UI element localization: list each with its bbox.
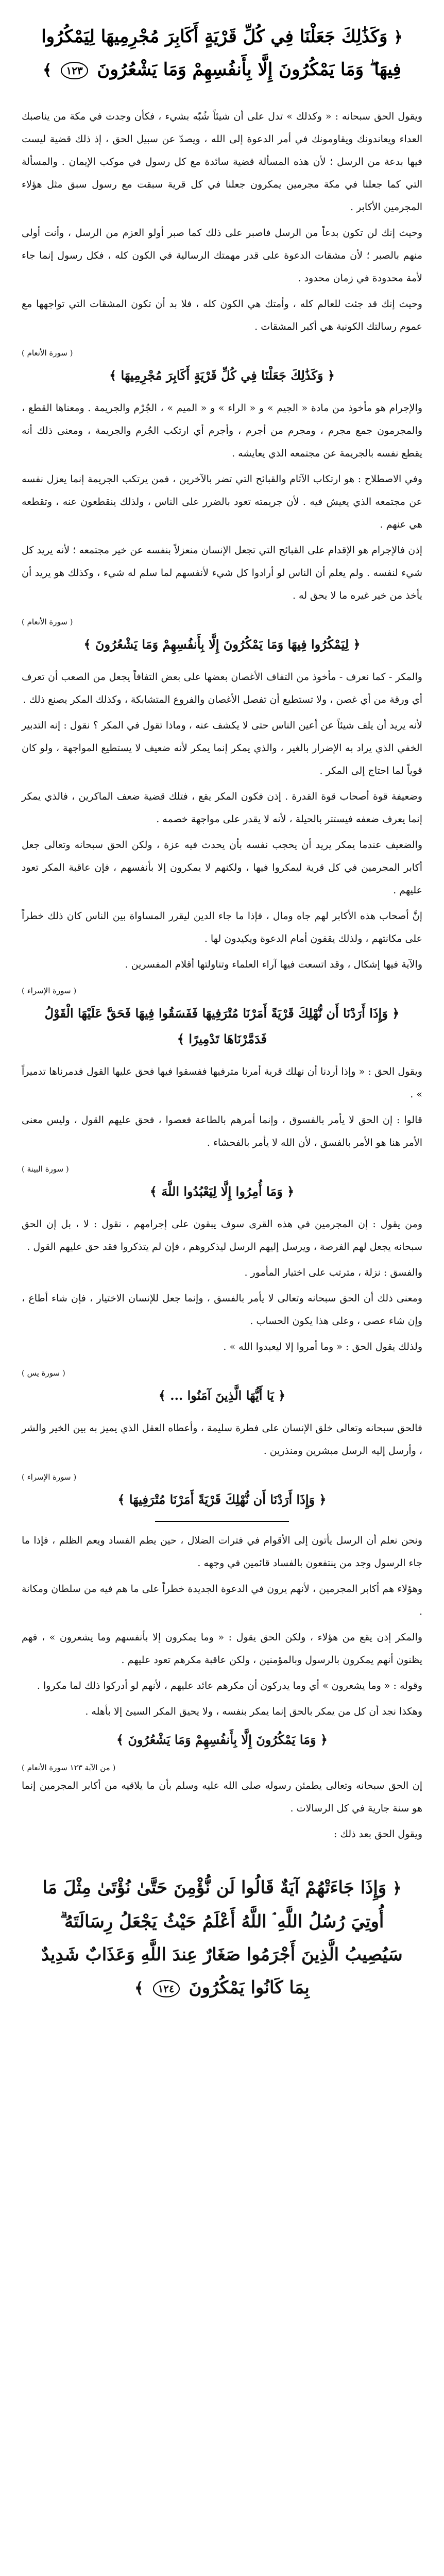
- quote-reference: ( سورة يس ): [22, 1368, 65, 1378]
- paragraph: إن الحق سبحانه وتعالى يطمئن رسوله صلى الله عليه وسلم بأن ما يلاقيه من أكابر المجرمين إنما هو سنة جارية في كل الرسالات .: [22, 1780, 422, 1814]
- quoted-verse: ﴿ وَإِذَا أَرَدْنَا أَن نُّهْلِكَ قَرْيَةً أَمَرْنَا مُتْرَفِيهَا فَفَسَقُوا فِيهَا فَحَقَّ عَلَيْهَا الْقَوْلُ فَدَمَّرْنَاهَا تَدْمِيرًا ﴾: [44, 1006, 400, 1046]
- header-verse-number: ١٢٣: [61, 62, 88, 79]
- divider-line: [155, 1521, 289, 1522]
- quoted-verse: ﴿ وَمَا يَمْكُرُونَ إِلَّا بِأَنفُسِهِمْ وَمَا يَشْعُرُونَ ﴾: [116, 1732, 328, 1747]
- paragraph: وفي الاصطلاح : هو ارتكاب الآثام والقبائح التي تضر بالآخرين ، فمن يرتكب الجريمة إنما يعزل نفسه عن مجتمعه الذي يعيش فيه . لأن جريمته تعود بالضرر على الناس ، ولذلك ينقطعون عنه ، وتقطعه هي عنهم .: [22, 473, 422, 530]
- paragraph: قالوا : إن الحق لا يأمر بالفسوق ، وإنما أمرهم بالطاعة فعصوا ، فحق عليهم القول ، وليس معنى الأمر هنا هو الأمر بالفسق ، لأن الله لا يأمر بالفحشاء .: [22, 1114, 422, 1148]
- paragraph: ونحن نعلم أن الرسل يأتون إلى الأقوام في فترات الضلال ، حين يطم الفساد ويعم الظلم ، فإذا ما جاء الرسول وجد من ينتفعون بالفساد قائمين في وجهه .: [22, 1535, 422, 1569]
- paragraph: إنَّ أصحاب هذه الأكابر لهم جاه ومال ، فإذا ما جاء الدين ليقرر المساواة بين الناس كان ذلك خطراً على مكانتهم ، ولذلك يقفون أمام الدعوة ويكيدون لها .: [22, 910, 422, 944]
- quote-reference: ( سورة الإسراء ): [22, 1472, 77, 1482]
- paragraph: وقوله : « وما يشعرون » أي وما يدركون أن مكرهم عائد عليهم ، لأنهم لو أدركوا ذلك لما مكروا .: [37, 1680, 422, 1691]
- quoted-verse: ﴿ وَإِذَا أَرَدْنَا أَن نُّهْلِكَ قَرْيَةً أَمَرْنَا مُتْرَفِيهَا ﴾: [117, 1492, 327, 1507]
- paragraph: ويقول الحق : « وإذا أردنا أن نهلك قرية أمرنا مترفيها ففسقوا فيها فحق عليها القول فدمرناها تدميراً » .: [22, 1066, 422, 1100]
- footer-verse: [32, 1871, 412, 2005]
- paragraph: وهؤلاء هم أكابر المجرمين ، لأنهم يرون في الدعوة الجديدة خطراً على ما هم فيه من سلطان ومكانة .: [22, 1583, 422, 1617]
- quote-reference: ( من الآية ١٢٣ سورة الأنعام ): [22, 1763, 116, 1772]
- paragraph: والمكر - كما نعرف - مأخوذ من التفاف الأغصان بعضها على بعض التفافاً يجعل من الصعب أن تعرف أي ورقة من أي غصن ، ولا تستطيع أن تفصل الأغصان والفروع المتشابكة ، وكذلك المكر يصنع ذلك .: [22, 671, 422, 705]
- quoted-verse: ﴿ يَا أَيُّهَا الَّذِينَ آمَنُوا ... ﴾: [158, 1388, 286, 1403]
- paragraph: فالحق سبحانه وتعالى خلق الإنسان على فطرة سليمة ، وأعطاه العقل الذي يميز به بين الخير والشر ، وأرسل إليه الرسل مبشرين ومنذرين .: [22, 1422, 422, 1456]
- quoted-verse: ﴿ وَمَا أُمِرُوا إِلَّا لِيَعْبُدُوا اللَّهَ ﴾: [149, 1184, 295, 1199]
- paragraph: ويقول الحق بعد ذلك :: [333, 1828, 422, 1840]
- footer-verse-number: ١٢٤: [153, 1980, 180, 1997]
- header-verse-text: وَكَذَٰلِكَ جَعَلْنَا فِي كُلِّ قَرْيَةٍ أَكَابِرَ مُجْرِمِيهَا لِيَمْكُرُوا فِيهَا ۖ وَمَا يَمْكُرُونَ إِلَّا بِأَنفُسِهِمْ وَمَا يَشْعُرُونَ: [41, 26, 401, 80]
- paragraph: لأنه يريد أن يلف شيئاً عن أعين الناس حتى لا يكشف عنه ، وماذا تقول في المكر ؟ نقول : إنه التدبير الخفي الذي يراد به الإضرار بالغير ، والذي يمكر إنما يمكر لأنه ضعيف لا يستطيع المواجهة ، ولو كان قوياً لما احتاج إلى المكر .: [22, 720, 422, 776]
- quote-reference: ( سورة الأنعام ): [22, 348, 73, 358]
- paragraph: والضعيف عندما يمكر يريد أن يحجب نفسه بأن يحدث فيه عزة ، ولكن الحق سبحانه وتعالى جعل أكابر المجرمين في كل قرية ليمكروا فيها ، ولكنهم لا يمكرون إلا بأنفسهم ، فإن عاقبة المكر تعود عليهم .: [22, 839, 422, 896]
- paragraph: والآية فيها إشكال ، وقد اتسعت فيها آراء العلماء وتناولتها أقلام المفسرين .: [125, 959, 422, 970]
- paragraph: ومعنى ذلك أن الحق سبحانه وتعالى لا يأمر بالفسق ، وإنما جعل للإنسان الاختيار ، فإن شاء أطاع ، وإن شاء عصى ، وعلى هذا يكون الحساب .: [22, 1293, 422, 1327]
- paragraph: والمكر إذن يقع من هؤلاء ، ولكن الحق يقول : « وما يمكرون إلا بأنفسهم وما يشعرون » ، فهم يظنون أنهم يمكرون بالرسول وبالمؤمنين ، ولكن عاقبة مكرهم تعود عليهم .: [22, 1632, 422, 1666]
- header-verse: [32, 21, 412, 87]
- paragraph: والإجرام هو مأخوذ من مادة « الجيم » و « الراء » و « الميم » ، الجُرْم والجريمة . ومعناها القطع ، والمجرمون جمع مجرم ، ومجرم من أجرم ، وأجرم أي ارتكب الجُرم والجريمة ، ومعنى ذلك أنه يقطع نفسه بالجريمة عن مجتمعه الذي يعايشه .: [22, 402, 422, 459]
- paragraph: إذن فالإجرام هو الإقدام على القبائح التي تجعل الإنسان منعزلاً بنفسه عن خير مجتمعه ؛ لأنه يريد كل شيء لنفسه . ولم يعلم أن الناس لو أرادوا كل شيء لأنفسهم لما سلم له شيء ، وكذلك هو يريد أن يأخذ من خير غيره ما لا يحق له .: [22, 545, 422, 601]
- paragraph: والفسق : نزلة ، مترتب على اختيار المأمور .: [244, 1267, 422, 1278]
- close-brace: ﴾: [43, 61, 52, 79]
- open-brace: ﴿: [394, 28, 403, 46]
- quoted-verse: ﴿ لِيَمْكُرُوا فِيهَا وَمَا يَمْكُرُونَ إِلَّا بِأَنفُسِهِمْ وَمَا يَشْعُرُونَ ﴾: [83, 637, 361, 652]
- footer-verse-text: وَإِذَا جَاءَتْهُمْ آيَةٌ قَالُوا لَن نُّؤْمِنَ حَتَّىٰ نُؤْتَىٰ مِثْلَ مَا أُوتِيَ رُسُلُ اللَّهِ ۘ اللَّهُ أَعْلَمُ حَيْثُ يَجْعَلُ رِسَالَتَهُ ۗ سَيُصِيبُ الَّذِينَ أَجْرَمُوا صَغَارٌ عِندَ اللَّهِ وَعَذَابٌ شَدِيدٌ بِمَا كَانُوا يَمْكُرُونَ: [41, 1877, 403, 1998]
- quote-reference: ( سورة الأنعام ): [22, 617, 73, 626]
- paragraph: ولذلك يقول الحق : « وما أمروا إلا ليعبدوا الله » .: [223, 1341, 422, 1352]
- paragraph: ومن يقول : إن المجرمين في هذه القرى سوف يبقون على إجرامهم ، نقول : لا ، بل إن الحق سبحانه يجعل لهم الفرصة ، ويرسل إليهم الرسل ليذكروهم ، فإن لم يتذكروا فقد حق عليهم القول .: [22, 1218, 422, 1252]
- paragraph: ويقول الحق سبحانه : « وكذلك » تدل على أن شيئاً شُبّه بشيء ، فكأن وجدت في مكة من يناصبك العداء ويعاندونك ويقاومونك في أمر الدعوة إلى الله ، ويصدّ عن سبيل الحق ، إذ ذلك قضية ليست فيها بدعة من الرسل ؛ لأن هذه المسألة قضية سائدة مع كل رسول في موكب الإيمان . والمسألة التي كما جعلنا في مكة مجرمين يمكرون جعلنا في كل قرية سبقت مع رسول سبق مثل هؤلاء المجرمين الأكابر .: [22, 111, 422, 213]
- close-brace: ﴾: [134, 1979, 144, 1997]
- quote-reference: ( سورة البينة ): [22, 1164, 69, 1174]
- paragraph: وحيث إنك لن تكون بدعاً من الرسل فاصبر على ذلك كما صبر أولو العزم من الرسل ، وأنت أولى منهم بالصبر ؛ لأن مشقات الدعوة على قدر مهمتك الرسالية في الكون كله ، فكل رسول إنما جاء لأمة محدودة في زمان محدود .: [22, 227, 422, 284]
- paragraph: وحيث إنك قد جئت للعالم كله ، وأمتك هي الكون كله ، فلا بد أن تكون المشقات التي تواجهها مع عموم رسالتك الكونية هي أكبر المشقات .: [22, 298, 422, 332]
- paragraph: وهكذا نجد أن كل من يمكر بالحق إنما يمكر بنفسه ، ولا يحيق المكر السيئ إلا بأهله .: [85, 1706, 422, 1717]
- paragraph: وضعيفة قوة أصحاب قوة القدرة . إذن فكون المكر يقع ، فتلك قضية ضعف الماكرين ، فالذي يمكر إنما يعرف ضعفه فيستتر بالحيلة ، لأنه لا يقدر على مواجهة خصمه .: [22, 791, 422, 825]
- quote-reference: ( سورة الإسراء ): [22, 986, 77, 995]
- quoted-verse: ﴿ وَكَذَٰلِكَ جَعَلْنَا فِي كُلِّ قَرْيَةٍ أَكَابِرَ مُجْرِمِيهَا ﴾: [109, 368, 335, 383]
- open-brace: ﴿: [392, 1879, 402, 1897]
